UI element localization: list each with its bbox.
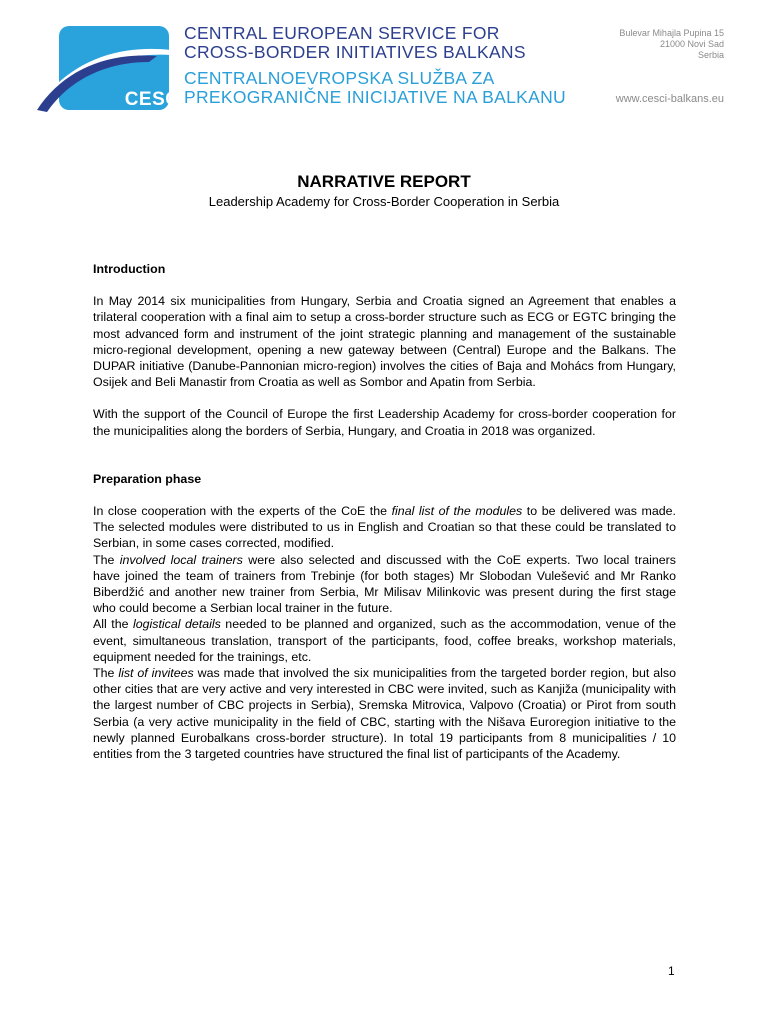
emphasis: logistical details <box>132 617 221 632</box>
section-heading-preparation: Preparation phase <box>93 471 202 486</box>
paragraph: All the logistical details needed to be planned and organized, such as the accommodation, venue of the event, simultaneous translation, transport of the participants, food, coffee breaks, workshop materials, equipment needed for the trainings, etc. <box>93 617 676 664</box>
emphasis: involved local trainers <box>119 552 243 567</box>
emphasis: final list of the modules <box>391 504 523 519</box>
website-link[interactable]: www.cesci-balkans.eu <box>615 93 724 105</box>
org-name-local-line: PREKOGRANIČNE INICIJATIVE NA BALKANU <box>184 87 566 107</box>
paragraph: The involved local trainers were also selected and discussed with the CoE experts. Two local trainers have joined the team of trainers from Trebinje (for both stages) Mr Slobodan Vulešević and Mr Ranko Biberdžić and another new trainer from Serbia, Mr Milisav Milinkovic was present during the first stage who could become a Serbian local trainer in the future. <box>93 552 676 616</box>
org-address <box>619 28 724 61</box>
org-name-english <box>184 24 526 62</box>
document-subtitle: Leadership Academy for Cross-Border Cooperation in Serbia <box>208 194 560 209</box>
logo-name: CESCI <box>124 89 186 110</box>
document-title: NARRATIVE REPORT <box>297 172 471 191</box>
paragraph: The list of invitees was made that involved the six municipalities from the targeted border region, but also other cities that are very active and very interested in CBC were invited, such as Kanjiža (municipality with the largest number of CBC projects in Serbia), Sremska Mitrovica, Valpovo (Croatia) or Pirot from south Serbia (a very active municipality in the field of CBC, starting with the Nišava Euroregion initiative to the newly planned Eurobalkans cross-border structure). In total 19 participants from 8 municipalities / 10 entities from the 3 targeted countries have structured the final list of participants of the Academy. <box>93 666 677 762</box>
paragraph: In close cooperation with the experts of the CoE the final list of the modules to be delivered was made. The selected modules were distributed to us in English and Croatian so that these could be translated to Serbian, in some cases corrected, modified. <box>93 504 676 551</box>
org-name-serbian <box>184 69 566 107</box>
document-body <box>93 261 676 762</box>
section-heading-introduction: Introduction <box>93 262 166 276</box>
page-number: 1 <box>668 964 675 978</box>
logo-region: BALKANS <box>129 110 181 120</box>
paragraph: With the support of the Council of Europe the first Leadership Academy for cross-border cooperation for the municipalities along the borders of Serbia, Hungary, and Croatia in 2018 was organized. <box>93 407 676 438</box>
org-name-line: CENTRAL EUROPEAN SERVICE FOR <box>184 23 500 43</box>
address-line: Serbia <box>697 50 724 60</box>
address-line: 21000 Novi Sad <box>659 39 724 49</box>
org-name-local-line: CENTRALNOEVROPSKA SLUŽBA ZA <box>184 68 495 88</box>
letterhead <box>0 0 768 130</box>
emphasis: list of invitees <box>118 666 194 681</box>
address-line: Bulevar Mihajla Pupina 15 <box>619 28 724 38</box>
org-name-line: CROSS-BORDER INITIATIVES BALKANS <box>184 42 526 62</box>
cesci-logo <box>37 22 186 120</box>
paragraph: In May 2014 six municipalities from Hungary, Serbia and Croatia signed an Agreement that enables a trilateral cooperation with a final aim to setup a cross-border structure such as ECG or EGTC bringing the most advanced form and instrument of the joint strategic planning and management of the sustainable micro-regional development, opening a new gateway between (Central) Europe and the Balkans. The DUPAR initiative (Danube-Pannonian micro-region) involves the cities of Baja and Mohács from Hungary, Osijek and Beli Manastir from Croatia as well as Sombor and Apatin from Serbia. <box>93 294 676 390</box>
